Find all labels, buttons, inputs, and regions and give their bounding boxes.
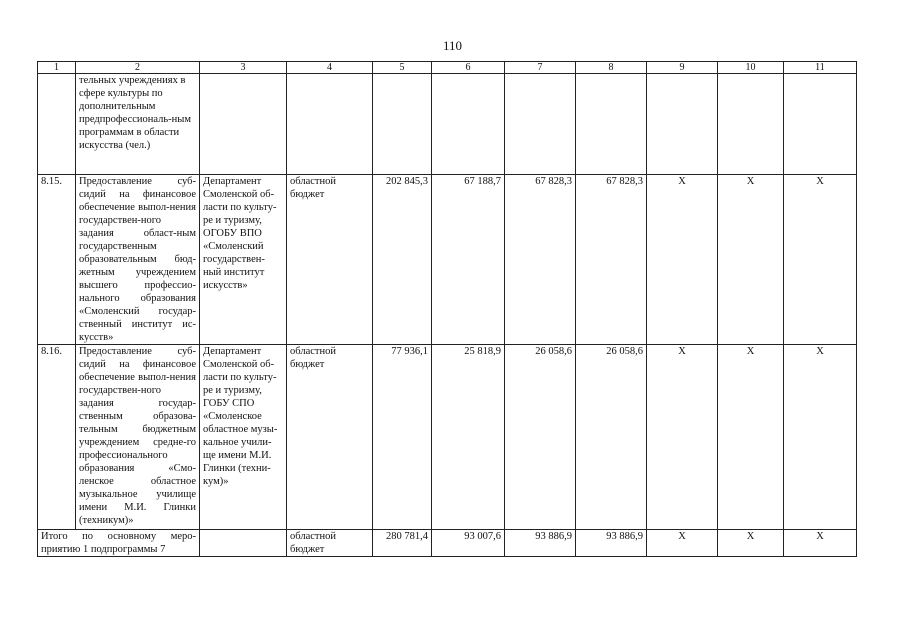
- description-cell: Предоставление суб-сидий на финансовое обеспечение выпол-нения государствен-ного задания государ-ственным образова-тельным бюджетным учреждением средне-го профессионального образования «Смо-ленское областное музыкальное училище имени М.И. Глинки (техникум)»: [76, 345, 200, 530]
- amount-year3-cell: 67 828,3: [576, 175, 647, 345]
- source-cell: [287, 74, 373, 175]
- executor-cell: [200, 530, 287, 557]
- col9-cell: Х: [647, 175, 718, 345]
- col-number-6: 6: [432, 62, 505, 74]
- col10-cell: [718, 74, 784, 175]
- col11-cell: Х: [784, 175, 857, 345]
- col-number-11: 11: [784, 62, 857, 74]
- col11-cell: [784, 74, 857, 175]
- amount-total-cell: 77 936,1: [373, 345, 432, 530]
- source-cell: областной бюджет: [287, 530, 373, 557]
- amount-total-cell: [373, 74, 432, 175]
- table-row: [38, 175, 857, 345]
- description-cell: тельных учреждениях в сфере культуры по дополнительным предпрофессиональ-ным программам в области искусства (чел.): [76, 74, 200, 175]
- col11-cell: Х: [784, 345, 857, 530]
- col10-cell: Х: [718, 345, 784, 530]
- col-number-4: 4: [287, 62, 373, 74]
- amount-total-cell: 202 845,3: [373, 175, 432, 345]
- source-cell: областной бюджет: [287, 175, 373, 345]
- amount-year3-cell: 26 058,6: [576, 345, 647, 530]
- column-number-header: [38, 62, 857, 74]
- col10-cell: Х: [718, 530, 784, 557]
- col-number-2: 2: [76, 62, 200, 74]
- amount-year2-cell: 67 828,3: [505, 175, 576, 345]
- amount-year2-cell: [505, 74, 576, 175]
- amount-total-cell: 280 781,4: [373, 530, 432, 557]
- total-label-cell: Итого по основному меро-приятию 1 подпрограммы 7: [38, 530, 200, 557]
- col-number-3: 3: [200, 62, 287, 74]
- amount-year3-cell: 93 886,9: [576, 530, 647, 557]
- col-number-10: 10: [718, 62, 784, 74]
- amount-year1-cell: 25 818,9: [432, 345, 505, 530]
- row-number-cell: 8.16.: [38, 345, 76, 530]
- amount-year3-cell: [576, 74, 647, 175]
- col9-cell: [647, 74, 718, 175]
- col-number-5: 5: [373, 62, 432, 74]
- col-number-8: 8: [576, 62, 647, 74]
- col-number-9: 9: [647, 62, 718, 74]
- amount-year1-cell: 93 007,6: [432, 530, 505, 557]
- row-number-cell: [38, 74, 76, 175]
- executor-cell: [200, 74, 287, 175]
- table-row-continuation: [38, 74, 857, 175]
- executor-cell: Департамент Смоленской об-ласти по культу-ре и туризму, ОГОБУ ВПО «Смоленский государствен-ный институт искусств»: [200, 175, 287, 345]
- col11-cell: Х: [784, 530, 857, 557]
- col-number-1: 1: [38, 62, 76, 74]
- source-cell: областной бюджет: [287, 345, 373, 530]
- table-row: [38, 345, 857, 530]
- table-row-total: [38, 530, 857, 557]
- amount-year1-cell: 67 188,7: [432, 175, 505, 345]
- description-cell: Предоставление суб-сидий на финансовое обеспечение выпол-нения государствен-ного задания област-ным государственным образовательным бюд-жетным учреждением высшего профессио-нального образования «Смоленский государ-ственный институт ис-кусств»: [76, 175, 200, 345]
- budget-table: [37, 61, 857, 557]
- row-number-cell: 8.15.: [38, 175, 76, 345]
- amount-year1-cell: [432, 74, 505, 175]
- page-number: 110: [442, 38, 463, 53]
- amount-year2-cell: 26 058,6: [505, 345, 576, 530]
- col-number-7: 7: [505, 62, 576, 74]
- col9-cell: Х: [647, 345, 718, 530]
- amount-year2-cell: 93 886,9: [505, 530, 576, 557]
- executor-cell: Департамент Смоленской об-ласти по культу-ре и туризму, ГОБУ СПО «Смоленское областное музы-кальное учили-ще имени М.И. Глинки (техни-кум)»: [200, 345, 287, 530]
- col9-cell: Х: [647, 530, 718, 557]
- col10-cell: Х: [718, 175, 784, 345]
